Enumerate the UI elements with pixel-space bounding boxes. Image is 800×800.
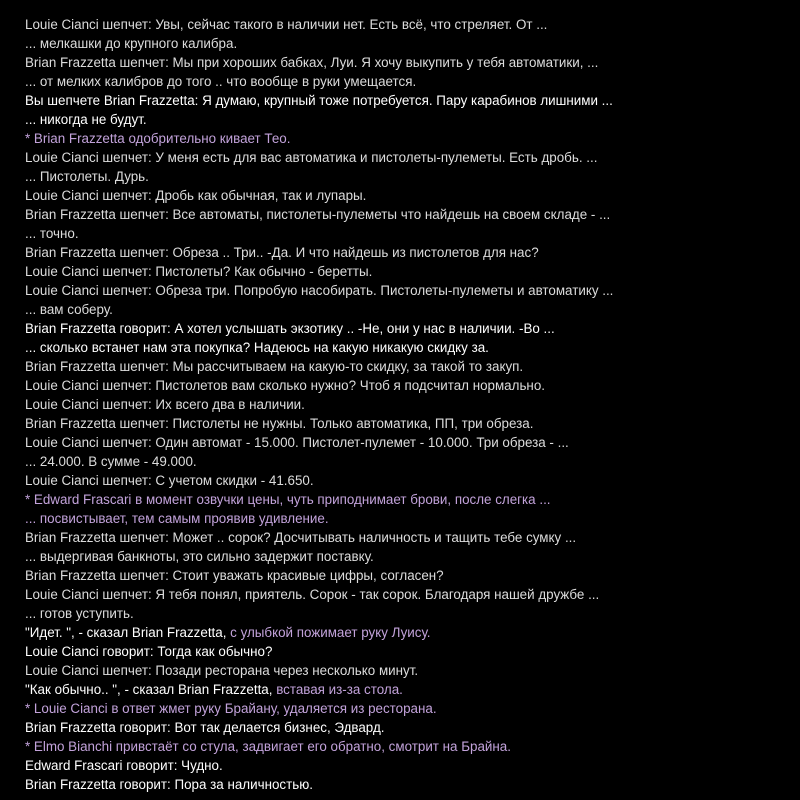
chat-line-whisper <box>25 300 795 319</box>
chat-line-text: Brian Frazzetta шепчет: Пистолеты не нужны. Только автоматика, ПП, три обреза. <box>25 416 534 431</box>
chat-line-text: ... сколько встанет нам эта покупка? Надеюсь на какую никакую скидку за. <box>25 340 489 355</box>
chat-line-say <box>25 110 795 129</box>
chat-line-text: ... выдергивая банкноты, это сильно задержит поставку. <box>25 549 374 564</box>
chat-line-say <box>25 718 795 737</box>
chat-line-quote <box>25 623 795 642</box>
chat-line-say <box>25 756 795 775</box>
chat-line-whisper <box>25 34 795 53</box>
chat-line-text: Brian Frazzetta шепчет: Мы рассчитываем на какую-то скидку, за такой то закуп. <box>25 359 524 374</box>
chat-line-text: "Как обычно.. ", - сказал Brian Frazzetta, <box>25 682 277 697</box>
chat-line-whisper <box>25 53 795 72</box>
chat-line-whisper <box>25 186 795 205</box>
chat-line-whisper <box>25 243 795 262</box>
chat-line-whisper <box>25 471 795 490</box>
chat-line-text: Brian Frazzetta шепчет: Может .. сорок? Досчитывать наличность и тащить тебе сумку ... <box>25 530 577 545</box>
chat-line-text: ... 24.000. В сумме - 49.000. <box>25 454 197 469</box>
chat-line-say <box>25 91 795 110</box>
chat-line-text: Louie Cianci шепчет: С учетом скидки - 41.650. <box>25 473 314 488</box>
chat-line-text: Louie Cianci шепчет: Я тебя понял, приятель. Сорок - так сорок. Благодаря нашей дружбе ... <box>25 587 600 602</box>
chat-line-me <box>25 699 795 718</box>
chat-line-text: ... готов уступить. <box>25 606 134 621</box>
chat-line-text: ... точно. <box>25 226 79 241</box>
chat-line-say <box>25 642 795 661</box>
chat-line-whisper <box>25 15 795 34</box>
chat-line-text: * Elmo Bianchi привстаёт со стула, задвигает его обратно, смотрит на Брайна. <box>25 739 511 754</box>
chat-line-whisper <box>25 547 795 566</box>
chat-line-text: Brian Frazzetta шепчет: Все автоматы, пистолеты-пулеметы что найдешь на своем складе - ... <box>25 207 611 222</box>
chat-line-text: Brian Frazzetta говорит: Пора за наличностью. <box>25 777 313 792</box>
chat-line-me <box>25 490 795 509</box>
chat-line-whisper <box>25 395 795 414</box>
chat-line-say <box>25 319 795 338</box>
chat-line-whisper <box>25 528 795 547</box>
chat-line-text: ... от мелких калибров до того .. что вообще в руки умещается. <box>25 74 417 89</box>
chat-line-whisper <box>25 205 795 224</box>
chat-line-whisper <box>25 376 795 395</box>
chat-line-whisper <box>25 281 795 300</box>
chat-line-text: Louie Cianci шепчет: Обреза три. Попробую насобирать. Пистолеты-пулеметы и автоматику ... <box>25 283 614 298</box>
chat-line-text: Louie Cianci шепчет: Пистолетов вам сколько нужно? Чтоб я подсчитал нормально. <box>25 378 545 393</box>
chat-line-whisper <box>25 148 795 167</box>
chat-line-text: Louie Cianci шепчет: У меня есть для вас автоматика и пистолеты-пулеметы. Есть дробь. ... <box>25 150 598 165</box>
chat-line-text: ... никогда не будут. <box>25 112 147 127</box>
chat-line-whisper <box>25 357 795 376</box>
chat-line-me <box>25 129 795 148</box>
chat-line-text: Brian Frazzetta говорит: А хотел услышать экзотику .. -Не, они у нас в наличии. -Во ... <box>25 321 555 336</box>
chat-line-whisper <box>25 452 795 471</box>
chat-line-me <box>25 509 795 528</box>
chat-line-text: Brian Frazzetta шепчет: Стоит уважать красивые цифры, согласен? <box>25 568 444 583</box>
chat-line-text: * Edward Frascari в момент озвучки цены, чуть приподнимает брови, после слегка ... <box>25 492 551 507</box>
chat-line-text: Louie Cianci шепчет: Пистолеты? Как обычно - беретты. <box>25 264 373 279</box>
chat-line-whisper <box>25 224 795 243</box>
chat-line-text: Louie Cianci говорит: Тогда как обычно? <box>25 644 273 659</box>
chat-line-text: Louie Cianci шепчет: Их всего два в наличии. <box>25 397 305 412</box>
chat-line-action: вставая из-за стола. <box>276 682 403 697</box>
chat-line-text: Louie Cianci шепчет: Позади ресторана через несколько минут. <box>25 663 419 678</box>
chat-line-whisper <box>25 167 795 186</box>
chat-line-whisper <box>25 661 795 680</box>
chat-line-text: Brian Frazzetta шепчет: Обреза .. Три.. -Да. И что найдешь из пистолетов для нас? <box>25 245 539 260</box>
chat-line-text: Louie Cianci шепчет: Дробь как обычная, так и лупары. <box>25 188 367 203</box>
chat-line-say <box>25 338 795 357</box>
chat-line-text: ... мелкашки до крупного калибра. <box>25 36 238 51</box>
chat-line-text: Louie Cianci шепчет: Увы, сейчас такого в наличии нет. Есть всё, что стреляет. От ... <box>25 17 548 32</box>
chat-line-text: Louie Cianci шепчет: Один автомат - 15.000. Пистолет-пулемет - 10.000. Три обреза - ... <box>25 435 569 450</box>
chat-line-whisper <box>25 262 795 281</box>
chat-line-text: * Louie Cianci в ответ жмет руку Брайану, удаляется из ресторана. <box>25 701 437 716</box>
chat-log <box>25 15 795 794</box>
chat-line-text: "Идет. ", - сказал Brian Frazzetta, <box>25 625 231 640</box>
chat-line-text: Вы шепчете Brian Frazzetta: Я думаю, крупный тоже потребуется. Пару карабинов лишними ... <box>25 93 613 108</box>
chat-line-action: с улыбкой пожимает руку Луису. <box>230 625 431 640</box>
chat-line-quote <box>25 680 795 699</box>
chat-line-whisper <box>25 566 795 585</box>
chat-line-text: ... посвистывает, тем самым проявив удивление. <box>25 511 329 526</box>
chat-line-text: Brian Frazzetta шепчет: Мы при хороших бабках, Луи. Я хочу выкупить у тебя автоматики, ... <box>25 55 599 70</box>
chat-line-say <box>25 775 795 794</box>
chat-line-text: * Brian Frazzetta одобрительно кивает Тео. <box>25 131 291 146</box>
chat-line-text: ... вам соберу. <box>25 302 113 317</box>
chat-line-whisper <box>25 604 795 623</box>
chat-line-whisper <box>25 414 795 433</box>
chat-line-text: ... Пистолеты. Дурь. <box>25 169 149 184</box>
chat-line-whisper <box>25 72 795 91</box>
chat-line-text: Brian Frazzetta говорит: Вот так делается бизнес, Эдвард. <box>25 720 385 735</box>
chat-line-me <box>25 737 795 756</box>
chat-line-whisper <box>25 433 795 452</box>
chat-line-whisper <box>25 585 795 604</box>
chat-line-text: Edward Frascari говорит: Чудно. <box>25 758 223 773</box>
